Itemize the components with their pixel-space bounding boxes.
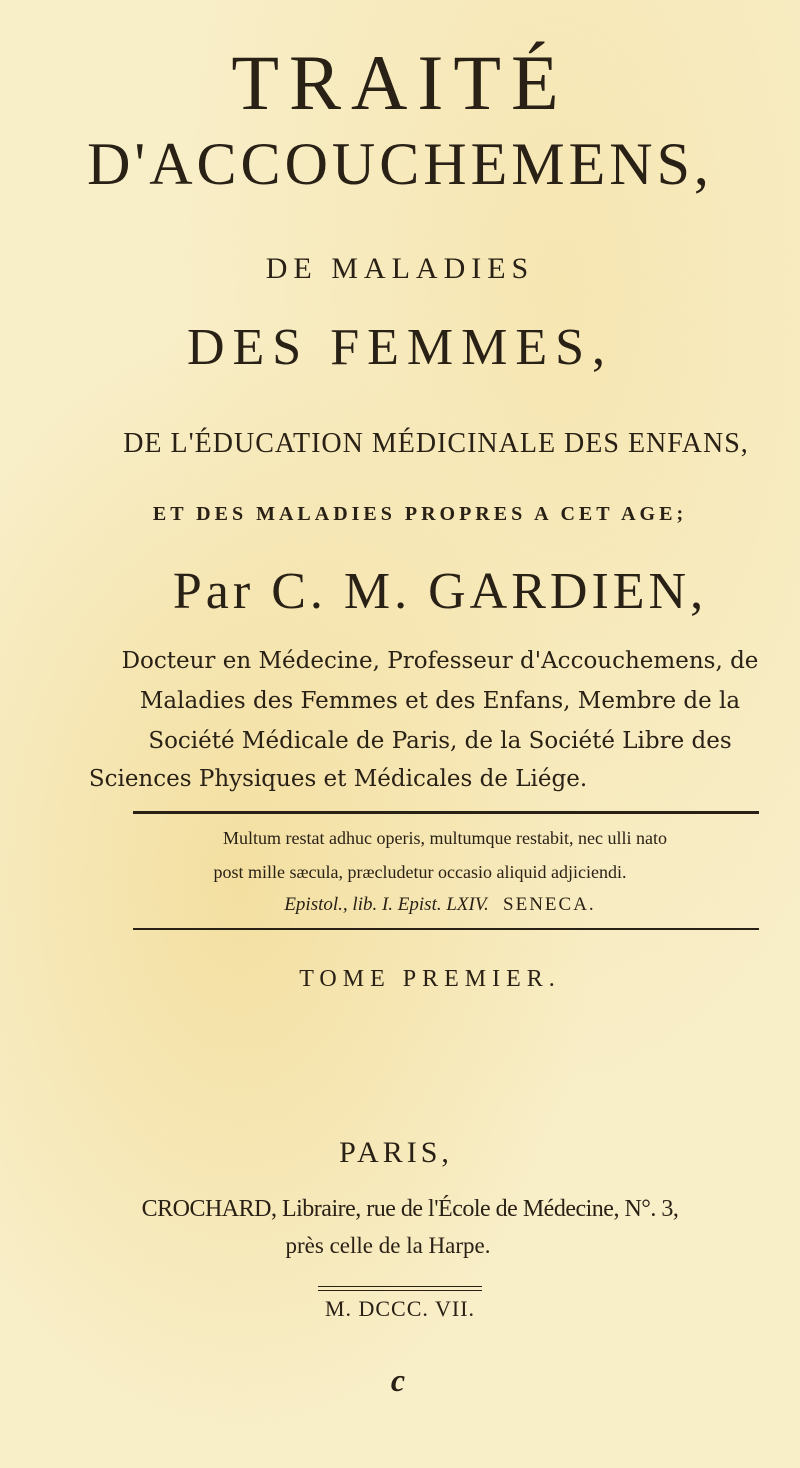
subtitle-accouchemens: D'ACCOUCHEMENS, [87,131,713,197]
author: Par C. M. GARDIEN, [172,563,708,620]
publisher: CROCHARD, Libraire, rue de l'École de Médecine, N°. 3, [141,1196,679,1222]
credentials-line: Maladies des Femmes et des Enfans, Membre de la [139,688,741,714]
rule-bottom [133,928,759,930]
date: M. DCCC. VII. [324,1296,476,1321]
title: TRAITÉ [231,39,569,126]
rule-date-top [318,1286,482,1287]
city: PARIS, [339,1136,453,1169]
publisher-address: près celle de la Harpe. [285,1233,491,1258]
subtitle-education: DE L'ÉDUCATION MÉDICINALE DES ENFANS, [123,428,749,459]
rule-date-top-2 [318,1290,482,1291]
rule-top [133,811,759,814]
epigraph-source: Epistol., lib. I. Epist. LXIV. [284,894,489,915]
credentials-line: Docteur en Médecine, Professeur d'Accouchemens, de [121,648,759,674]
credentials-line: Société Médicale de Paris, de la Société Libre des [148,728,732,754]
epigraph-attribution [40,894,800,916]
epigraph-author: SENECA. [503,894,596,915]
signature-mark: c [390,1362,406,1398]
subtitle-age: ET DES MALADIES PROPRES A CET AGE; [152,503,688,525]
subtitle-femmes: DES FEMMES, [186,319,614,376]
credentials-line: Sciences Physiques et Médicales de Liége. [88,766,588,792]
subtitle-maladies: DE MALADIES [265,252,535,285]
epigraph-line: Multum restat adhuc operis, multumque restabit, nec ulli nato [223,828,667,848]
epigraph-line: post mille sæcula, præcludetur occasio aliquid adjiciendi. [213,862,627,882]
volume: TOME PREMIER. [299,966,561,992]
